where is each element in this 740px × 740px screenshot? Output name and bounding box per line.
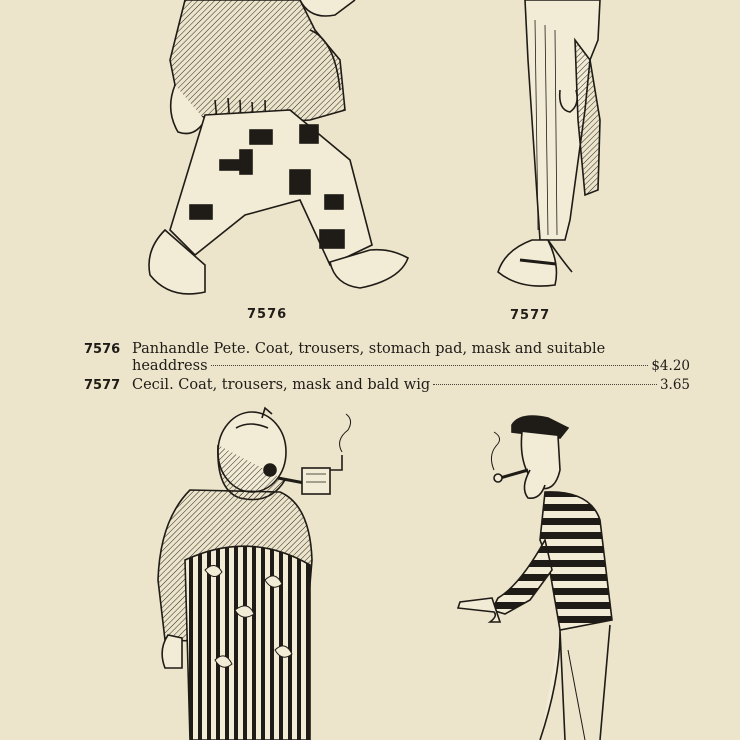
item-description-line-2: headdress [132, 358, 208, 374]
figure-number-7577: 7577 [510, 308, 551, 323]
figure-bottom-left [158, 408, 351, 740]
leader-dots [211, 365, 649, 366]
item-description-line-1: Cecil. Coat, trousers, mask and bald wig [132, 377, 431, 393]
item-number: 7577 [84, 378, 121, 393]
leader-dots [433, 384, 657, 385]
figure-cecil [498, 0, 600, 286]
item-price-row [132, 358, 690, 375]
figure-number-7576: 7576 [247, 307, 288, 322]
item-price: $4.20 [651, 358, 690, 374]
item-description-line-1: Panhandle Pete. Coat, trousers, stomach pad, mask and suitable [132, 341, 606, 357]
figure-bottom-right [458, 416, 612, 740]
item-price: 3.65 [659, 377, 690, 393]
catalog-entry-7577 [84, 377, 690, 395]
item-price-row [132, 377, 690, 394]
figure-panhandle-pete [149, 0, 408, 294]
item-number: 7576 [84, 342, 121, 357]
catalog-entry-7576 [84, 341, 690, 377]
